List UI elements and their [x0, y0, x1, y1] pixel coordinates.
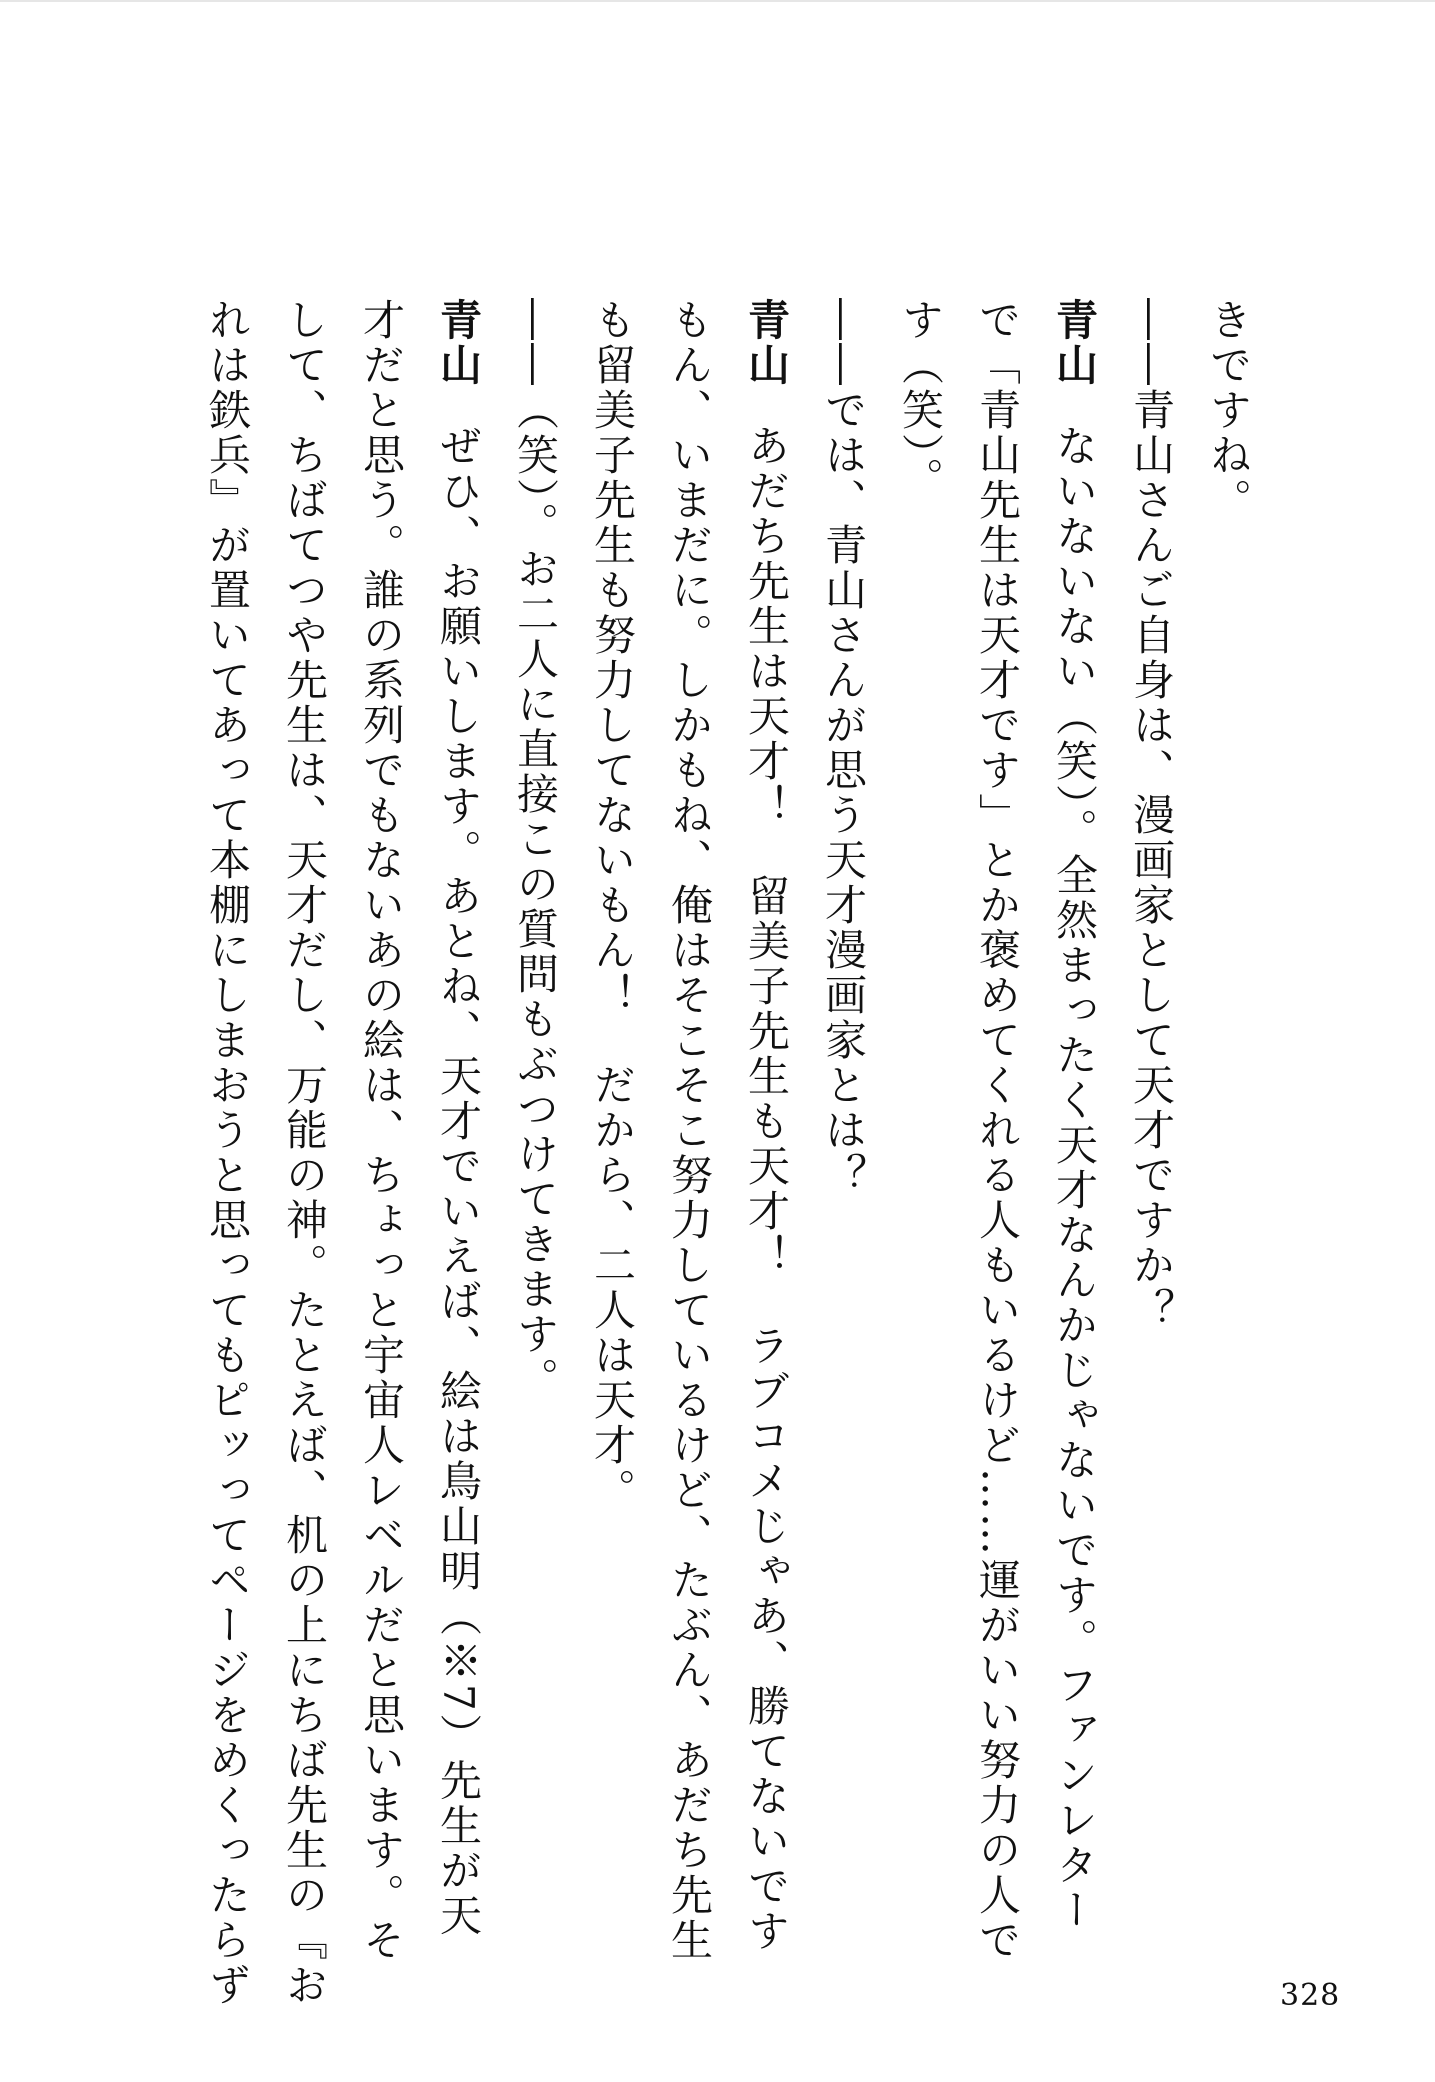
- text-line: [420, 298, 497, 1939]
- speaker-name: 青山: [742, 298, 791, 388]
- text-line: [497, 298, 574, 1768]
- line-text: 才だと思う。誰の系列でもないあの絵は、ちょっと宇宙人レベルだと思います。そ: [357, 298, 406, 1963]
- line-text: もん、いまだに。しかもね、俺はそこそこ努力しているけど、たぶん、あだち先生: [665, 298, 714, 1963]
- line-text: す（笑）。: [896, 298, 945, 502]
- text-line: [574, 298, 651, 1768]
- vertical-text-body: [189, 298, 1267, 2008]
- text-line: [1190, 298, 1267, 1768]
- text-line: [343, 298, 420, 1963]
- line-text: して、ちばてつや先生は、天才だし、万能の神。たとえば、机の上にちば先生の『お: [280, 298, 329, 2008]
- text-line: [805, 298, 882, 1768]
- speaker-name: 青山: [434, 298, 483, 388]
- line-text: ――青山さんご自身は、漫画家として天才ですか？: [1127, 298, 1176, 1333]
- line-text: きですね。: [1204, 298, 1253, 523]
- line-text: れは鉄兵』が置いてあって本棚にしまおうと思ってもピッってページをめくったらず: [203, 298, 252, 2008]
- text-line: [882, 298, 959, 1768]
- text-line: [728, 298, 805, 1954]
- text-line: [1113, 298, 1190, 1768]
- line-text: あだち先生は天才！ 留美子先生も天才！ ラブコメじゃあ、勝てないです: [742, 424, 791, 1954]
- text-line: [959, 298, 1036, 1963]
- text-line: [266, 298, 343, 2008]
- page-number: 328: [1280, 1978, 1341, 2013]
- line-text: ないないない（笑）。全然まったく天才なんかじゃないです。ファンレター: [1050, 424, 1099, 1933]
- line-text: も留美子先生も努力してないもん！ だから、二人は天才。: [588, 298, 637, 1513]
- text-line: [189, 298, 266, 2008]
- text-line: [1036, 298, 1113, 1933]
- text-line: [651, 298, 728, 1963]
- line-text: ――（笑）。お二人に直接この質問もぶつけてきます。: [511, 298, 560, 1402]
- speaker-name: 青山: [1050, 298, 1099, 388]
- line-text: ぜひ、お願いします。あとね、天才でいえば、絵は鳥山明（※7）先生が天: [434, 424, 483, 1939]
- line-text: で「青山先生は天才です」とか褒めてくれる人もいるけど……運がいい努力の人で: [973, 298, 1022, 1963]
- line-text: ――では、青山さんが思う天才漫画家とは？: [819, 298, 868, 1198]
- page-top-edge: [0, 0, 1435, 2]
